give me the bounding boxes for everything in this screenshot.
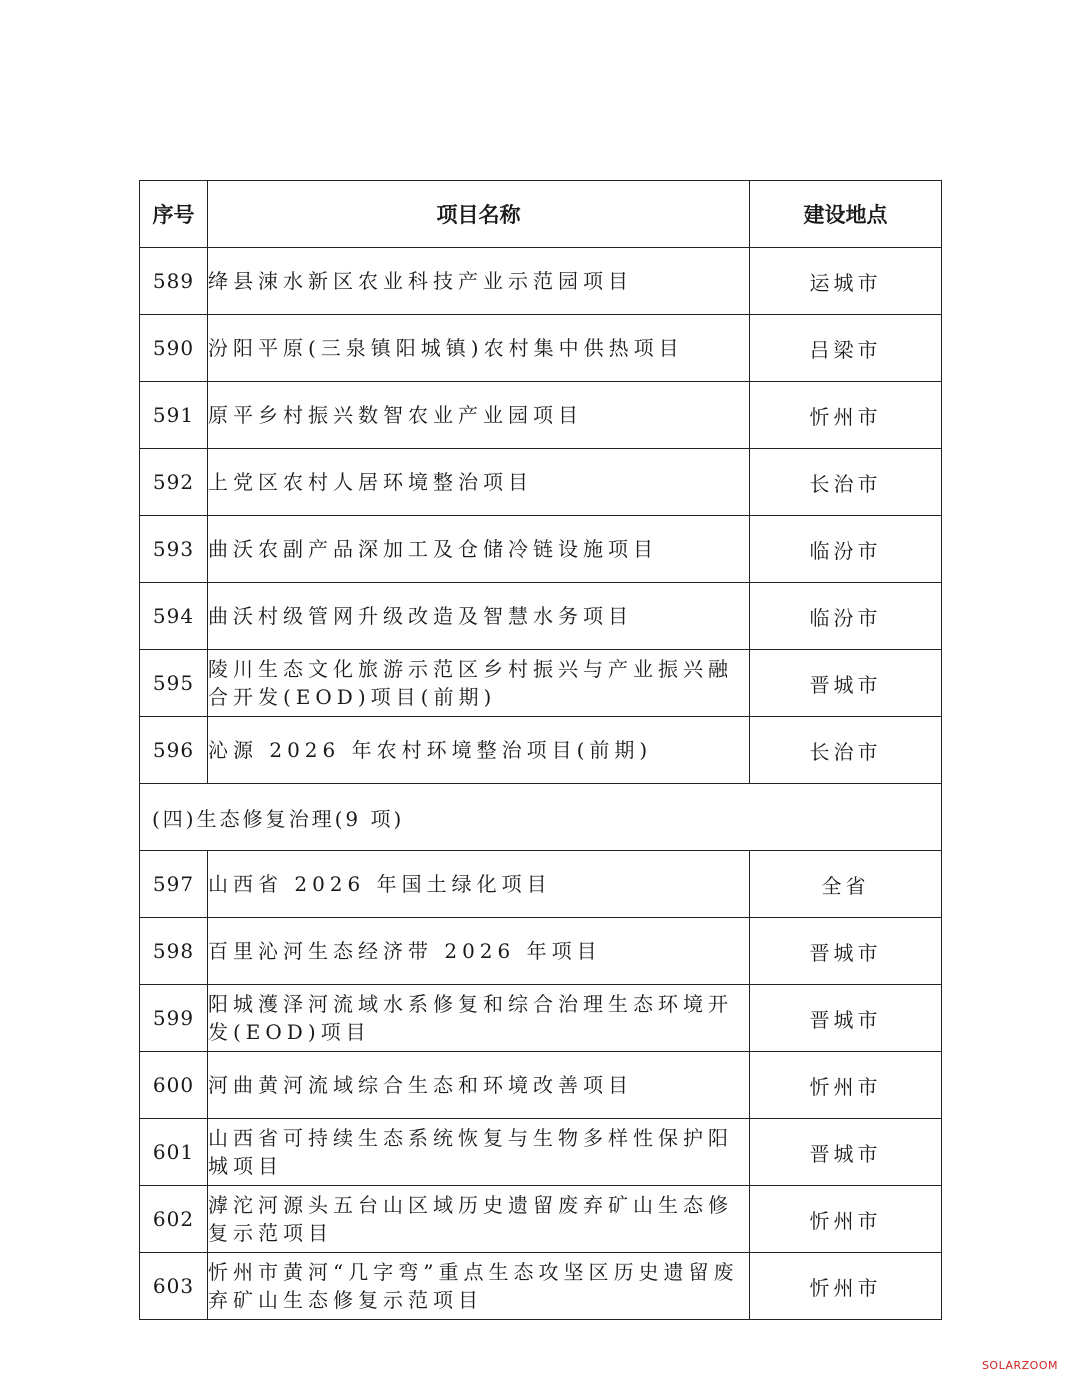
row-location: 临汾市 (750, 583, 942, 650)
section-header-row (140, 784, 942, 851)
row-project-name: 上党区农村人居环境整治项目 (208, 449, 750, 516)
table-row (140, 315, 942, 382)
row-project-name: 百里沁河生态经济带 2026 年项目 (208, 918, 750, 985)
row-project-name: 阳城濩泽河流域水系修复和综合治理生态环境开发(EOD)项目 (208, 985, 750, 1052)
table-header-row (140, 181, 942, 248)
table-row (140, 717, 942, 784)
row-location: 长治市 (750, 717, 942, 784)
row-number: 589 (140, 248, 208, 315)
row-location: 忻州市 (750, 1186, 942, 1253)
row-number: 590 (140, 315, 208, 382)
row-location: 忻州市 (750, 382, 942, 449)
row-location: 忻州市 (750, 1052, 942, 1119)
table-row (140, 1186, 942, 1253)
table-row (140, 248, 942, 315)
table-row (140, 449, 942, 516)
row-project-name: 山西省 2026 年国土绿化项目 (208, 851, 750, 918)
row-project-name: 滹沱河源头五台山区域历史遗留废弃矿山生态修复示范项目 (208, 1186, 750, 1253)
table-row (140, 516, 942, 583)
row-number: 598 (140, 918, 208, 985)
header-location: 建设地点 (750, 181, 942, 248)
row-location: 晋城市 (750, 650, 942, 717)
row-number: 602 (140, 1186, 208, 1253)
row-location: 全省 (750, 851, 942, 918)
row-project-name: 河曲黄河流域综合生态和环境改善项目 (208, 1052, 750, 1119)
table-row (140, 985, 942, 1052)
row-number: 603 (140, 1253, 208, 1320)
table-row (140, 583, 942, 650)
table-row (140, 382, 942, 449)
row-location: 运城市 (750, 248, 942, 315)
row-project-name: 曲沃村级管网升级改造及智慧水务项目 (208, 583, 750, 650)
row-number: 596 (140, 717, 208, 784)
table-row (140, 1253, 942, 1320)
row-number: 594 (140, 583, 208, 650)
row-location: 忻州市 (750, 1253, 942, 1320)
watermark-logo: SOLARZOOM (981, 1359, 1058, 1372)
row-number: 591 (140, 382, 208, 449)
project-table (139, 180, 942, 1320)
row-project-name: 忻州市黄河“几字弯”重点生态攻坚区历史遗留废弃矿山生态修复示范项目 (208, 1253, 750, 1320)
header-serial-number: 序号 (140, 181, 208, 248)
row-project-name: 山西省可持续生态系统恢复与生物多样性保护阳城项目 (208, 1119, 750, 1186)
row-location: 晋城市 (750, 985, 942, 1052)
row-location: 临汾市 (750, 516, 942, 583)
row-number: 600 (140, 1052, 208, 1119)
header-project-name: 项目名称 (208, 181, 750, 248)
table-row (140, 851, 942, 918)
row-location: 晋城市 (750, 918, 942, 985)
row-project-name: 曲沃农副产品深加工及仓储冷链设施项目 (208, 516, 750, 583)
row-number: 595 (140, 650, 208, 717)
row-project-name: 汾阳平原(三泉镇阳城镇)农村集中供热项目 (208, 315, 750, 382)
table-row (140, 1119, 942, 1186)
row-number: 592 (140, 449, 208, 516)
row-location: 晋城市 (750, 1119, 942, 1186)
section-title: (四)生态修复治理(9 项) (140, 784, 942, 851)
row-project-name: 绛县涑水新区农业科技产业示范园项目 (208, 248, 750, 315)
row-number: 599 (140, 985, 208, 1052)
row-number: 601 (140, 1119, 208, 1186)
row-number: 593 (140, 516, 208, 583)
table-row (140, 918, 942, 985)
row-location: 长治市 (750, 449, 942, 516)
row-location: 吕梁市 (750, 315, 942, 382)
table-row (140, 1052, 942, 1119)
row-project-name: 原平乡村振兴数智农业产业园项目 (208, 382, 750, 449)
table-row (140, 650, 942, 717)
row-number: 597 (140, 851, 208, 918)
row-project-name: 沁源 2026 年农村环境整治项目(前期) (208, 717, 750, 784)
row-project-name: 陵川生态文化旅游示范区乡村振兴与产业振兴融合开发(EOD)项目(前期) (208, 650, 750, 717)
